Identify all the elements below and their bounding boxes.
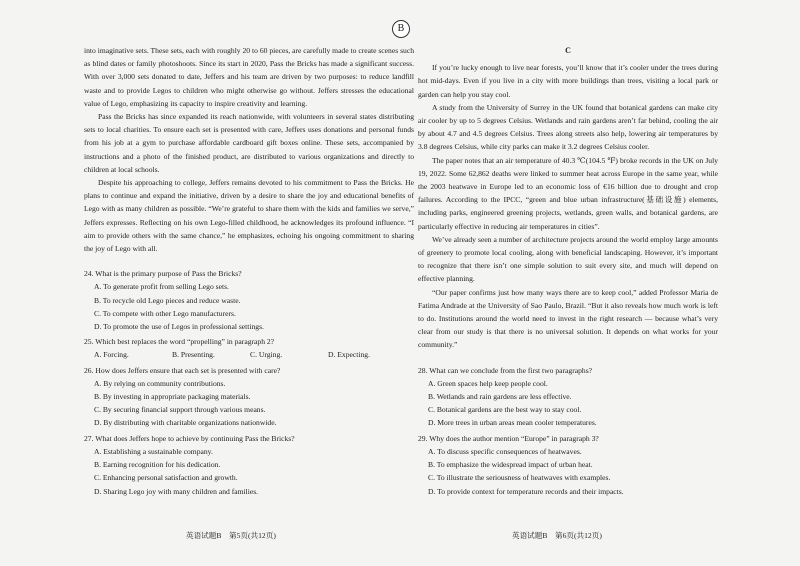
option-a: A. To generate profit from selling Lego sets.	[94, 282, 229, 292]
passage-paragraph: We’ve already seen a number of architecture projects around the world employ large amounts of greenery to promote local cooling, along with beneficial landscaping. However, it’s important to recognize that there isn’t one simple solution to suit every site, and much will depend on effective planning.	[418, 234, 718, 284]
question-27	[84, 432, 414, 498]
passage-paragraph: A study from the University of Surrey in the UK found that botanical gardens can make city air cooler by up to 5 degrees Celsius. Wetlands and rain gardens aren’t far behind, cooling the air by about 4.7 and 4.5 degrees Celsius. Trees along streets also help, lowering air temperatures by 3.8 degrees Celsius, while city parks can make it 3.2 degrees Celsius cooler.	[418, 102, 718, 152]
option-a: A. Establishing a sustainable company.	[94, 446, 213, 456]
option-c: C. Urging.	[250, 350, 283, 360]
passage-paragraph: The paper notes that an air temperature of 40.3 ℃(104.5 ℉) broke records in the UK on July 19, 2022. Some 62,862 deaths were linked to summer heat across Europe in the same year, while the 2003 heatwave in Europe led to an economic loss of €16 billion due to drought and crop failures. According to the IPCC, “green and blue urban infrastructure(基础设施) elements, including parks, engineered greening projects, wetlands, green walls, and botanical gardens, are particularly effective in reducing air temperatures in cities”.	[418, 155, 718, 231]
question-stem: 27. What does Jeffers hope to achieve by continuing Pass the Bricks?	[84, 433, 295, 443]
option-row	[94, 348, 414, 361]
option-b: B. By investing in appropriate packaging materials.	[94, 392, 251, 402]
option-a: A. Forcing.	[94, 350, 129, 360]
option-b: B. To recycle old Lego pieces and reduce waste.	[94, 295, 241, 305]
passage-paragraph: “Our paper confirms just how many ways there are to keep cool,” added Professor Maria de Fatima Andrade at the University of Sao Paulo, Brazil. “But it also reveals how much work is left to do. Institutions around the world need to invest in the right research — because what’s very clear from our study is that there is no universal solution. It depends on what works for your community.”	[418, 287, 718, 350]
option-c: C. Enhancing personal satisfaction and growth.	[94, 473, 238, 483]
question-25	[84, 335, 414, 361]
option-d: D. By distributing with charitable organizations nationwide.	[94, 418, 277, 428]
option-b: B. Wetlands and rain gardens are less effective.	[428, 392, 572, 402]
option-c: C. To compete with other Lego manufacturers.	[94, 308, 236, 318]
page-footer-right: 英语试题B 第6页(共12页)	[512, 531, 602, 540]
left-column	[84, 44, 414, 498]
option-d: D. Expecting.	[328, 350, 370, 360]
right-column	[418, 44, 718, 498]
option-d: D. To provide context for temperature records and their impacts.	[428, 486, 624, 496]
option-d: D. More trees in urban areas mean cooler temperatures.	[428, 418, 597, 428]
page-footer-left: 英语试题B 第5页(共12页)	[186, 531, 276, 540]
passage-paragraph: Pass the Bricks has since expanded its reach nationwide, with volunteers in several states distributing sets to local charities. To ensure each set is presented with care, Jeffers uses donations and personal funds from his job at a gym to purchase affordable cardboard gift boxes online. These sets, accompanied by instructions and a photo of the finished product, are distributed to various organizations and directly to children at local schools.	[84, 112, 414, 174]
question-stem: 29. Why does the author mention “Europe” in paragraph 3?	[418, 433, 599, 443]
paper-version-badge: B	[392, 20, 410, 38]
question-26	[84, 364, 414, 430]
option-b: B. To emphasize the widespread impact of urban heat.	[428, 460, 593, 470]
option-b: B. Presenting.	[172, 350, 215, 360]
passage-paragraph: Despite his approaching to college, Jeffers remains devoted to his commitment to Pass the Bricks. He plans to continue and expand the initiative, driven by a desire to share the joy and educational benefits of Lego with as many children as possible. “We’re grateful to share them with the kids and families we serve,” Jeffers expresses. Reflecting on his own Lego-filled childhood, he acknowledges its profound influence. “I aim to provide others with the same chance,” he emphasizes, echoing his ongoing commitment to sharing the joy of Lego with all.	[84, 178, 414, 254]
question-stem: 25. Which best replaces the word “propelling” in paragraph 2?	[84, 337, 275, 347]
option-b: B. Earning recognition for his dedication.	[94, 460, 221, 470]
option-a: A. Green spaces help keep people cool.	[428, 378, 548, 388]
option-a: A. To discuss specific consequences of heatwaves.	[428, 446, 582, 456]
passage-paragraph: into imaginative sets. These sets, each with roughly 20 to 60 pieces, are carefully made to create scenes such as blind dates or family photoshoots. Since its start in 2020, Pass the Bricks has made a significant success. With over 3,000 sets donated to date, Jeffers and his team are driven by two purposes: to reduce landfill waste and to provide Legos to children who might otherwise go without. Jeffers stresses the educational value of Lego, emphasizing its capacity to inspire creativity and learning.	[84, 46, 414, 108]
option-d: D. Sharing Lego joy with many children and families.	[94, 486, 259, 496]
option-a: A. By relying on community contributions.	[94, 378, 226, 388]
option-d: D. To promote the use of Legos in professional settings.	[94, 322, 264, 332]
question-stem: 24. What is the primary purpose of Pass the Bricks?	[84, 269, 242, 279]
question-group	[84, 267, 414, 497]
option-c: C. Botanical gardens are the best way to stay cool.	[428, 405, 582, 415]
question-24	[84, 267, 414, 333]
question-stem: 26. How does Jeffers ensure that each set is presented with care?	[84, 365, 281, 375]
question-stem: 28. What can we conclude from the first two paragraphs?	[418, 365, 593, 375]
passage-paragraph: If you’re lucky enough to live near forests, you’ll know that it’s cooler under the trees during hot mid-days. Even if you live in a city with more buildings than trees, visiting a local park or garden can help you stay cool.	[418, 63, 718, 99]
section-title: C	[565, 46, 571, 55]
question-group	[418, 364, 718, 498]
option-c: C. By securing financial support through various means.	[94, 405, 266, 415]
question-29	[418, 432, 718, 498]
question-28	[418, 364, 718, 430]
option-c: C. To illustrate the seriousness of heatwaves with examples.	[428, 473, 611, 483]
